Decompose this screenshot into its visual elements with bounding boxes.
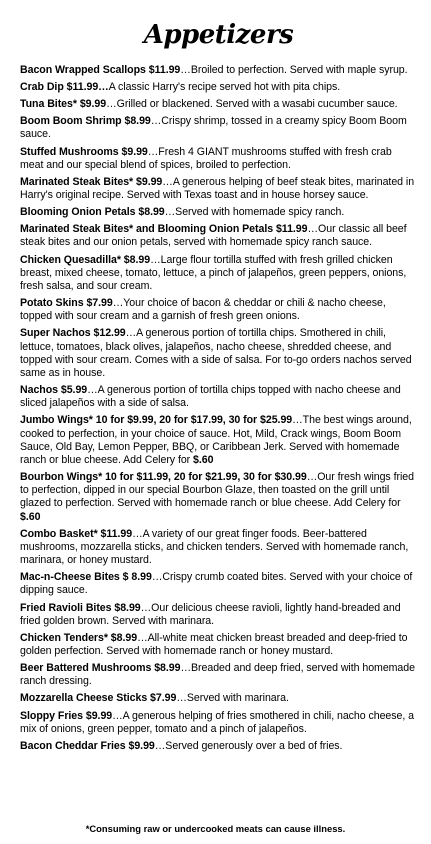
menu-item bbox=[20, 471, 417, 524]
menu-item-description: A classic Harry's recipe served hot with pita chips. bbox=[108, 81, 341, 94]
menu-item-name: Bacon Wrapped Scallops $11.99 bbox=[20, 64, 181, 76]
menu-item bbox=[20, 602, 417, 628]
menu-item-description: …Served with homemade spicy ranch. bbox=[164, 206, 345, 219]
menu-item bbox=[20, 146, 417, 172]
menu-item-description: …Broiled to perfection. Served with maple syrup. bbox=[180, 64, 408, 76]
menu-item-description: …Fresh 4 GIANT mushrooms stuffed with fresh crab meat and our special blend of spices, broiled to perfection. bbox=[20, 145, 392, 171]
menu-item-description: …Crispy shrimp, tossed in a creamy spicy Boom Boom sauce. bbox=[20, 115, 407, 141]
menu-item-name: Stuffed Mushrooms $9.99 bbox=[20, 145, 148, 158]
menu-item-name: Nachos $5.99 bbox=[20, 384, 88, 397]
menu-item bbox=[20, 662, 417, 688]
menu-item-description: …Crispy crumb coated bites. Served with your choice of dipping sauce. bbox=[20, 571, 413, 597]
menu-item-name: Potato Skins $7.99 bbox=[20, 297, 113, 310]
menu-item-name: Mozzarella Cheese Sticks $7.99 bbox=[20, 692, 177, 705]
menu-item bbox=[20, 206, 417, 219]
menu-item bbox=[20, 115, 417, 141]
menu-item-name: Beer Battered Mushrooms $8.99 bbox=[20, 662, 181, 675]
menu-item bbox=[20, 571, 417, 597]
menu-item bbox=[20, 297, 417, 323]
menu-item-list bbox=[20, 64, 417, 753]
menu-item bbox=[20, 254, 417, 294]
menu-item-description: …Our delicious cheese ravioli, lightly hand-breaded and fried golden brown. Served with marinara. bbox=[20, 601, 401, 627]
menu-item-description: …Served generously over a bed of fries. bbox=[154, 739, 343, 752]
menu-item-name: Jumbo Wings* 10 for $9.99, 20 for $17.99, 30 for $25.99 bbox=[20, 414, 293, 427]
menu-item bbox=[20, 64, 417, 77]
menu-item-description: …Grilled or blackened. Served with a wasabi cucumber sauce. bbox=[106, 98, 398, 111]
menu-item-name: Chicken Tenders* $8.99 bbox=[20, 631, 138, 644]
menu-item-description: …Served with marinara. bbox=[176, 692, 289, 705]
menu-item-name: Marinated Steak Bites* $9.99 bbox=[20, 175, 163, 188]
menu-item bbox=[20, 692, 417, 705]
menu-item-description: …A variety of our great finger foods. Beer-battered mushrooms, mozzarella sticks, and chicken tenders. Served with homemade ranch, marinara, or honey mustard. bbox=[20, 527, 409, 567]
menu-item-description: …A generous portion of tortilla chips topped with nacho cheese and sliced jalapeños with a side of salsa. bbox=[20, 384, 401, 410]
menu-item-description: …Large flour tortilla stuffed with fresh grilled chicken breast, mixed cheese, tomato, lettuce, a pinch of jalapeños, green peppers, onions, fresh salsa, and sour cream. bbox=[20, 253, 407, 292]
menu-item-description: …All-white meat chicken breast breaded and deep-fried to golden perfection. Served with homemade ranch or honey mustard. bbox=[20, 631, 408, 658]
menu-item-name: Bacon Cheddar Fries $9.99 bbox=[20, 739, 155, 752]
menu-item-description: …Breaded and deep fried, served with homemade ranch dressing. bbox=[20, 662, 415, 688]
menu-item-name: Chicken Quesadilla* $8.99 bbox=[20, 253, 151, 266]
menu-item-description: …A generous helping of fries smothered in chili, nacho cheese, a mix of onions, green pepper, tomato and a pinch of jalapeños. bbox=[20, 709, 414, 735]
menu-item bbox=[20, 223, 417, 249]
menu-item bbox=[20, 98, 417, 111]
menu-item-name: Super Nachos $12.99 bbox=[20, 327, 126, 340]
menu-item-description: …Our classic all beef steak bites and our onion petals, served with homemade spicy ranch sauce. bbox=[20, 223, 407, 249]
health-disclaimer: *Consuming raw or undercooked meats can cause illness. bbox=[85, 823, 346, 834]
menu-item bbox=[20, 710, 417, 736]
menu-item-description: …Your choice of bacon & cheddar or chili & nacho cheese, topped with sour cream and a garnish of fresh green onions. bbox=[20, 297, 386, 323]
menu-item-description: …A generous portion of tortilla chips. Smothered in chili, lettuce, tomatoes, black olives, jalapeños, nacho cheese, shredded cheese, and topped with sour cream. Comes with a side of salsa. For to-go orders nachos served same as in house. bbox=[20, 327, 412, 379]
menu-item bbox=[20, 384, 417, 410]
menu-item-price-addon: $.60 bbox=[193, 453, 214, 466]
menu-item-name: Tuna Bites* $9.99 bbox=[20, 98, 107, 111]
menu-item-description: …A generous helping of beef steak bites, marinated in Harry's original recipe. Served with Texas toast and in house horsey sauce. bbox=[20, 175, 415, 202]
menu-item-name: Fried Ravioli Bites $8.99 bbox=[20, 601, 141, 614]
menu-item bbox=[20, 528, 417, 568]
menu-item-name: Blooming Onion Petals $8.99 bbox=[20, 206, 165, 219]
menu-item bbox=[20, 740, 417, 753]
menu-item-name: Bourbon Wings* 10 for $11.99, 20 for $21.99, 30 for $30.99 bbox=[20, 471, 307, 484]
menu-item bbox=[20, 176, 417, 202]
menu-item-name: Boom Boom Shrimp $8.99 bbox=[20, 115, 151, 128]
menu-item bbox=[20, 414, 417, 467]
menu-item-name: Combo Basket* $11.99 bbox=[20, 527, 133, 540]
menu-item bbox=[20, 81, 417, 94]
menu-item-name: Crab Dip $11.99… bbox=[20, 81, 109, 94]
menu-item-description-text: …Our fresh wings fried to perfection, dipped in our special Bourbon Glaze, then toasted on the grill until glazed to perfection. Served with homemade ranch or blue cheese. Add Celery for bbox=[20, 471, 414, 510]
menu-item-price-addon: $.60 bbox=[20, 510, 41, 523]
menu-item-description-text: …The best wings around, cooked to perfection, in your choice of sauce. Hot, Mild, Crack wings, Boom Boom Sauce, Old Bay, Lemon Pepper, BBQ, or Caribbean Jerk. Served with homemade ranch or blue cheese. Add Celery for bbox=[20, 414, 412, 466]
menu-item bbox=[20, 327, 417, 380]
menu-item bbox=[20, 632, 417, 658]
page-title: Appetizers bbox=[143, 20, 294, 50]
menu-item-name: Mac-n-Cheese Bites $ 8.99 bbox=[20, 571, 152, 584]
menu-item-name: Sloppy Fries $9.99 bbox=[20, 709, 113, 722]
menu-item-name: Marinated Steak Bites* and Blooming Onion Petals $11.99 bbox=[20, 223, 308, 236]
